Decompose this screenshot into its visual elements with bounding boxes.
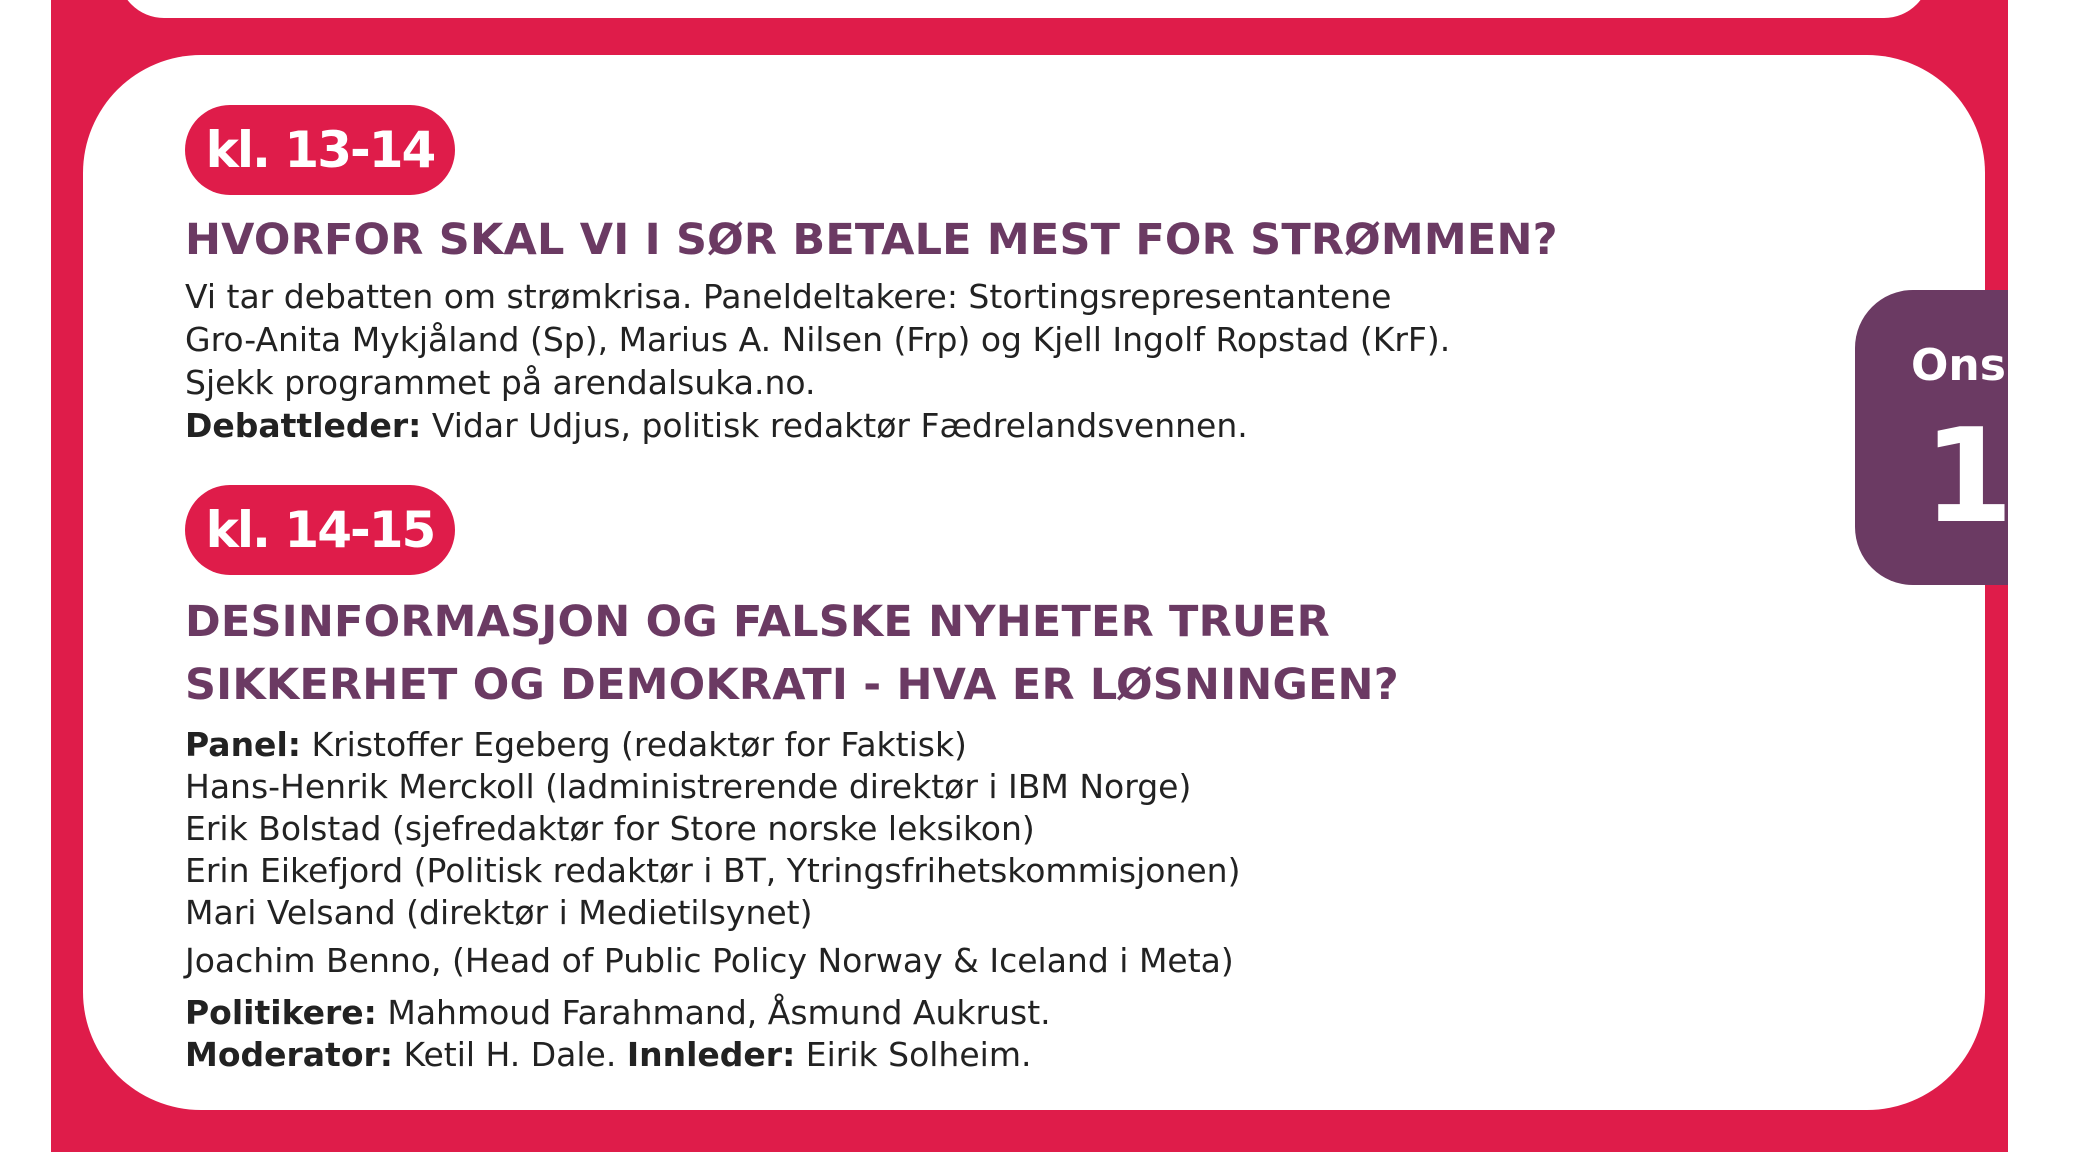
panel-member: Erin Eikefjord (Politisk redaktør i BT, Ytringsfrihetskommisjonen)	[185, 851, 1241, 890]
event-2-title-line-2: SIKKERHET OG DEMOKRATI - HVA ER LØSNINGEN?	[185, 660, 1399, 710]
time-badge-event-1: kl. 13-14	[185, 105, 455, 195]
event-1-line-3: Sjekk programmet på arendalsuka.no.	[185, 363, 816, 402]
politicians-line	[185, 992, 1240, 1034]
moderator-name: Vidar Udjus, politisk redaktør Fædrelandsvennen.	[421, 406, 1248, 445]
event-1-line-1: Vi tar debatten om strømkrisa. Paneldeltakere: Stortingsrepresentantene	[185, 277, 1392, 316]
date-tab-day: Ons	[1911, 340, 2006, 391]
event-1-title: HVORFOR SKAL VI I SØR BETALE MEST FOR STRØMMEN?	[185, 215, 1558, 265]
event-2-description	[185, 724, 1240, 1076]
date-tab	[1855, 290, 2080, 585]
panel-member: Mari Velsand (direktør i Medietilsynet)	[185, 893, 813, 932]
event-2-title	[185, 591, 1399, 717]
politicians-label: Politikere:	[185, 993, 377, 1032]
moderator-label: Moderator:	[185, 1035, 393, 1074]
time-badge-event-2: kl. 14-15	[185, 485, 455, 575]
intro-label: Innleder:	[626, 1035, 796, 1074]
politicians-names: Mahmoud Farahmand, Åsmund Aukrust.	[376, 993, 1051, 1032]
panel-member: Joachim Benno, (Head of Public Policy Norway & Iceland i Meta)	[185, 941, 1234, 980]
moderator-line	[185, 1034, 1240, 1076]
event-1-moderator	[185, 404, 1450, 447]
event-1-description	[185, 275, 1450, 447]
panel-line	[185, 724, 1240, 766]
panel-label: Panel:	[185, 725, 301, 764]
intro-name: Eirik Solheim.	[795, 1035, 1032, 1074]
moderator-name: Ketil H. Dale.	[392, 1035, 627, 1074]
date-tab-date: 17	[1923, 400, 2080, 552]
panel-first-member: Kristoffer Egeberg (redaktør for Faktisk)	[300, 725, 967, 764]
panel-member: Erik Bolstad (sjefredaktør for Store norske leksikon)	[185, 809, 1035, 848]
previous-card-edge	[118, 0, 1930, 18]
event-1-line-2: Gro-Anita Mykjåland (Sp), Marius A. Nilsen (Frp) og Kjell Ingolf Ropstad (KrF).	[185, 320, 1451, 359]
event-2-title-line-1: DESINFORMASJON OG FALSKE NYHETER TRUER	[185, 597, 1330, 647]
panel-member: Hans-Henrik Merckoll (ladministrerende direktør i IBM Norge)	[185, 767, 1192, 806]
moderator-label: Debattleder:	[185, 406, 422, 445]
